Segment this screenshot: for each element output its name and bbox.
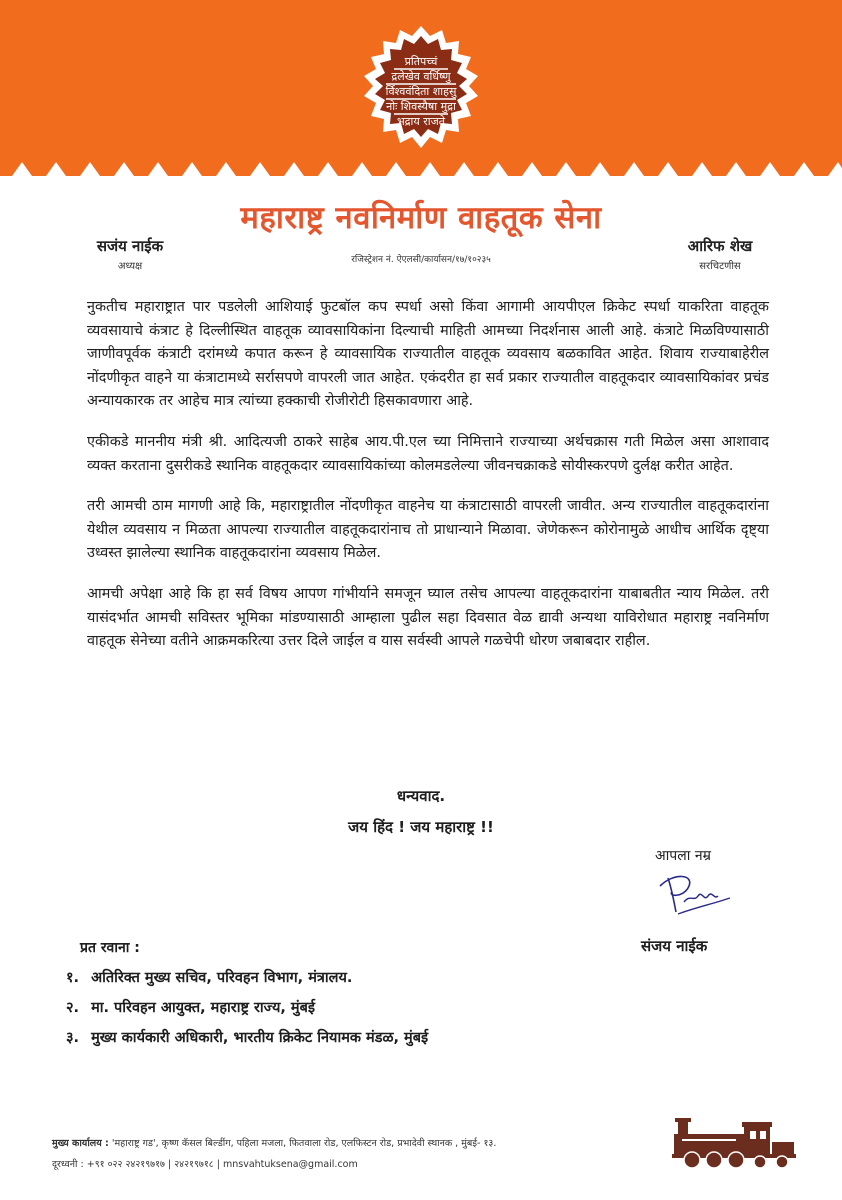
item-number: २. bbox=[66, 1000, 80, 1016]
list-item bbox=[66, 963, 428, 993]
svg-text:भद्राय राजते: भद्राय राजते bbox=[396, 115, 446, 128]
scalloped-edge bbox=[0, 148, 842, 188]
svg-text:प्रतिपच्चं: प्रतिपच्चं bbox=[404, 55, 438, 68]
signature-icon bbox=[654, 868, 734, 920]
secretary-block bbox=[660, 236, 780, 272]
copies-list bbox=[66, 963, 428, 1053]
president-role: अध्यक्ष bbox=[117, 261, 143, 272]
item-number: १. bbox=[66, 970, 80, 986]
office-label: मुख्य कार्यालय : bbox=[52, 1138, 109, 1149]
president-name: सजंय नाईक bbox=[96, 237, 164, 255]
organization-name: महाराष्ट्र नवनिर्माण वाहतूक सेना bbox=[240, 200, 602, 236]
paragraph: एकीकडे माननीय मंत्री श्री. आदित्यजी ठाकरे साहेब आय.पी.एल च्या निमित्ताने राज्याच्या अर्थचक्रास गती मिळेल असा आशावाद व्यक्त करताना दुसरीकडे स्थानिक वाहतूकदार व्यावसायिकांच्या कोलमडलेल्या जीवनचक्राकडे सोयीस्करपणे दुर्लक्ष करीत आहेत. bbox=[87, 433, 769, 474]
item-number: ३. bbox=[66, 1030, 80, 1046]
train-logo-icon bbox=[672, 1112, 798, 1170]
closing-line: आपला नम्र bbox=[655, 848, 711, 864]
item-text: अतिरिक्त मुख्य सचिव, परिवहन विभाग, मंत्रालय. bbox=[91, 970, 353, 986]
paragraph: नुकतीच महाराष्ट्रात पार पडलेली आशियाई फुटबॉल कप स्पर्धा असो किंवा आगामी आयपीएल क्रिकेट स्पर्धा याकरिता वाहतूक व्यवसायाचे कंत्राट हे दिल्लीस्थित वाहतूक व्यावसायिकांना दिल्याची माहिती आमच्या निदर्शनास आली आहे. कंत्राटे मिळविण्यासाठी जाणीवपूर्वक कंत्राटी दरांमध्ये कपात करून हे व्यावसायिक राज्यातील वाहतूक व्यवसाय बळकावित आहेत. शिवाय राज्याबाहेरील नोंदणीकृत वाहने या कंत्राटामध्ये सर्रासपणे वापरली जात आहेत. एकंदरीत हा सर्व प्रकार राज्यातील वाहतूकदार व्यावसायिकांवर प्रचंड अन्यायकारक तर आहेच मात्र त्यांच्या हक्काची रोजीरोटी हिसकावणारा आहे. bbox=[87, 299, 769, 410]
contact-line: दूरध्वनी : +९१ ०२२ २४२१९७१७ | २४२१९७१८ | mnsvahtuksena@gmail.com bbox=[52, 1159, 358, 1170]
office-address-text: 'महाराष्ट्र गड', कृष्ण कॅसल बिल्डींग, पहिला मजला, फितवाला रोड, एलफिस्टन रोड, प्रभादेवी स्थानक , मुंबई- १३. bbox=[111, 1138, 497, 1149]
thanks-line: धन्यवाद. bbox=[396, 787, 446, 805]
registration-number: रजिस्ट्रेशन नं. ऐएलसी/कार्यासन/१७/१०२३५ bbox=[351, 255, 491, 265]
slogan-line: जय हिंद ! जय महाराष्ट्र !! bbox=[348, 818, 494, 836]
rajmudra-seal-icon bbox=[356, 24, 486, 154]
list-item bbox=[66, 1023, 428, 1053]
item-text: मुख्य कार्यकारी अधिकारी, भारतीय क्रिकेट नियामक मंडळ, मुंबई bbox=[91, 1030, 429, 1046]
paragraph: तरी आमची ठाम मागणी आहे कि, महाराष्ट्रातील नोंदणीकृत वाहनेच या कंत्राटासाठी वापरली जावीत. अन्य राज्यातील वाहतूकदारांना येथील व्यवसाय न मिळता आपल्या राज्यातील वाहतूकदारांनाच तो प्राधान्याने मिळावा. जेणेकरून कोरोनामुळे आधीच आर्थिक दृष्ट्या उध्वस्त झालेल्या स्थानिक वाहतूकदारांना व्यवसाय मिळेल. bbox=[87, 498, 769, 562]
secretary-name: आरिफ शेख bbox=[687, 237, 753, 255]
svg-text:नोः शिवस्यैषा मुद्रा: नोः शिवस्यैषा मुद्रा bbox=[386, 100, 456, 113]
paragraph: आमची अपेक्षा आहे कि हा सर्व विषय आपण गांभीर्याने समजून घ्याल तसेच आपल्या वाहतूकदारांना याबाबतीत न्याय मिळेल. तरी यासंदर्भात आमची सविस्तर भूमिका मांडण्यासाठी आम्हाला पुढील सहा दिवसात वेळ द्यावी अन्यथा याविरोधात महाराष्ट्र नवनिर्माण वाहतूक सेनेच्या वतीने आक्रमकरित्या उत्तर दिले जाईल व यास सर्वस्वी आपले गळचेपी धोरण जबाबदार राहील. bbox=[87, 585, 769, 650]
letter-body bbox=[87, 296, 769, 671]
svg-text:द्रलेखेव वर्धिष्णु: द्रलेखेव वर्धिष्णु bbox=[391, 70, 451, 83]
copies-label: प्रत रवाना : bbox=[80, 940, 140, 956]
list-item bbox=[66, 993, 428, 1023]
signer-name: संजय नाईक bbox=[641, 937, 708, 955]
svg-text:र्विश्ववंदिता शाहसु: र्विश्ववंदिता शाहसु bbox=[385, 85, 457, 98]
item-text: मा. परिवहन आयुक्त, महाराष्ट्र राज्य, मुंबई bbox=[91, 1000, 315, 1016]
office-address bbox=[52, 1136, 496, 1149]
letterhead-banner bbox=[0, 0, 842, 186]
secretary-role: सरचिटणीस bbox=[699, 261, 741, 272]
